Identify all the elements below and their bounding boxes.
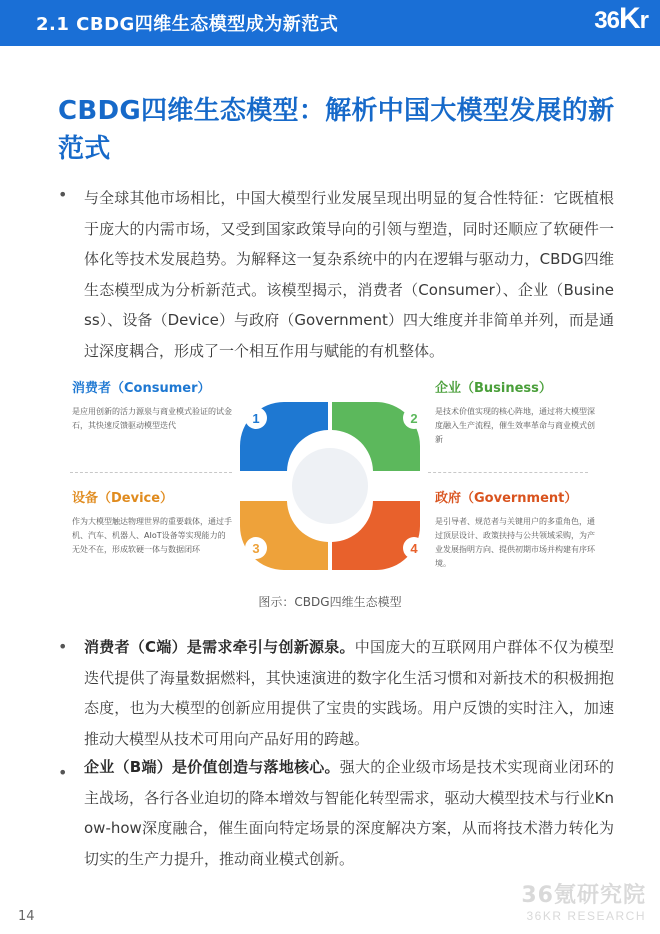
section-title: 2.1 CBDG四维生态模型成为新范式 [36,14,339,35]
point-business-text: 强大的企业级市场是技术实现商业闭环的主战场，各行各业迫切的降本增效与智能化转型需求，驱动大模型技术与行业Know-how深度融合，催生面向特定场景的深度解决方案，从而将技术潜力转化为切实的生产力提升，推动商业模式创新。 [84,758,614,868]
page-number: 14 [18,909,35,924]
diagram-caption: 图示：CBDG四维生态模型 [258,595,402,609]
bullet-icon: • [58,637,68,656]
consumer-label: 消费者（Consumer） [72,381,211,396]
point-consumer-heading: 消费者（C端）是需求牵引与创新源泉。 [84,638,355,656]
point-business [84,752,614,874]
watermark-line1: 36氪研究院 [521,883,646,908]
number-badge-3 [245,537,267,559]
watermark-line2: 36KR RESEARCH [526,909,646,923]
number-badge-1 [245,407,267,429]
intro-paragraph: 与全球其他市场相比，中国大模型行业发展呈现出明显的复合性特征：它既植根于庞大的内需市场，又受到国家政策导向的引领与塑造，同时还顺应了软硬件一体化等技术发展趋势。为解释这一复杂系统中的内在逻辑与驱动力，CBDG四维生态模型成为分析新范式。该模型揭示，消费者（Consumer）、企业（Business）、设备（Device）与政府（Government）四大维度并非简单并列，而是通过深度耦合，形成了一个相互作用与赋能的有机整体。 [84,189,614,360]
business-desc: 是技术价值实现的核心阵地，通过将大模型深度融入生产流程，催生效率革命与商业模式创新 [435,407,595,444]
number-badge-4 [403,537,425,559]
divider-right [428,472,588,473]
consumer-desc: 是应用创新的活力源泉与商业模式验证的试金石，其快速反馈驱动模型迭代 [72,407,232,430]
badge-1-text: 1 [252,411,260,426]
device-desc: 作为大模型触达物理世界的重要载体，通过手机、汽车、机器人、AIoT设备等实现能力的无处不在，形成软硬一体与数据闭环 [72,517,232,554]
government-label: 政府（Government） [435,491,578,506]
point-consumer [84,632,614,754]
device-label: 设备（Device） [72,491,174,506]
badge-2-text: 2 [410,411,418,426]
page-title: CBDG四维生态模型：解析中国大模型发展的新范式 [58,96,615,164]
bullet-icon: • [58,763,68,782]
header-bar [0,0,660,46]
point-consumer-text: 中国庞大的互联网用户群体不仅为模型迭代提供了海量数据燃料，其快速演进的数字化生活习惯和对新技术的积极拥抱态度，也为大模型的创新应用提供了宝贵的实践场。用户反馈的实时注入，加速推动大模型从技术可用向产品好用的跨越。 [84,638,614,748]
quadrant-graphic [232,400,428,572]
point-business-heading: 企业（B端）是价值创造与落地核心。 [84,758,340,776]
bullet-icon: • [58,185,68,204]
badge-3-text: 3 [252,541,260,556]
brand-logo: 36Kr [594,2,648,35]
government-desc: 是引导者、规范者与关键用户的多重角色，通过顶层设计、政策扶持与公共领域采购，为产业发展指明方向、提供初期市场并构建有序环境。 [435,517,595,568]
watermark [521,878,646,923]
center-circle [292,448,368,524]
number-badge-2 [403,407,425,429]
divider-left [70,472,232,473]
business-label: 企业（Business） [435,381,552,396]
badge-4-text: 4 [410,541,418,556]
